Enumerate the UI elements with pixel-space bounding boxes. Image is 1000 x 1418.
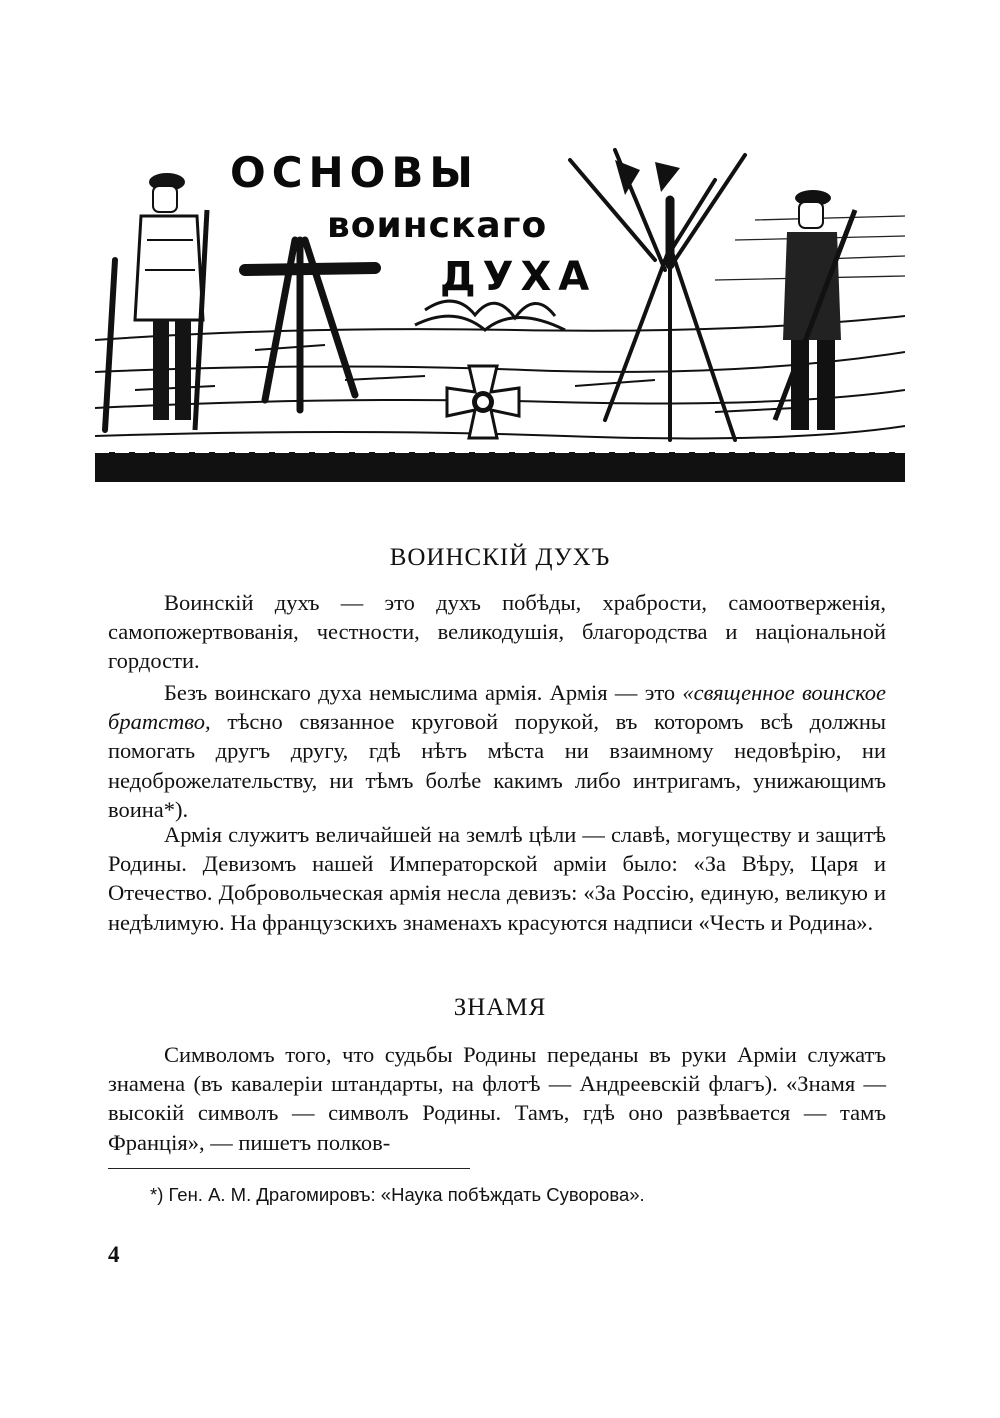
title-illustration [95,140,905,482]
paragraph-3 [108,820,886,937]
paragraph-1-text: Воинскій духъ — это духъ побѣды, храбрости, самоотверженія, самопожертвованія, честности, великодушія, благородства и національной гордости. [108,590,886,674]
paragraph-3-text: Армія служитъ величайшей на землѣ цѣли — славѣ, могуществу и защитѣ Родины. Девизомъ нашей Императорской арміи было: «За Вѣру, Царя и Отечество. Добровольческая армія несла девизъ: «За Россію, единую, великую и недѣлимую. На французскихъ знаменахъ красуются надписи «Честь и Родина». [108,822,886,935]
paragraph-2-after: тѣсно связанное круговой порукой, въ которомъ всѣ должны помогать другъ другу, гдѣ нѣтъ мѣста ни взаимному недовѣрію, ни недоброжелательству, ни тѣмъ болѣе какимъ либо интригамъ, унижающимъ воина*). [108,709,886,822]
section-heading-voinskiy-dukh: ВОИНСКІЙ ДУХЪ [389,544,611,571]
footnote: *) Ген. А. М. Драгомировъ: «Наука побѣждать Суворова». [150,1184,645,1205]
banner-title-voinskago: воинскаго [327,205,548,246]
page-number: 4 [108,1242,120,1267]
paragraph-2-text [108,678,886,824]
paragraph-4-text: Символомъ того, что судьбы Родины переданы въ руки Арміи служатъ знамена (въ кавалеріи штандарты, на флотѣ — Андреевскій флагъ). «Знамя — высокій символъ — символъ Родины. Тамъ, гдѣ оно развѣвается — тамъ Франція», — пишетъ полков- [108,1042,886,1155]
st-george-cross-icon [447,366,519,438]
left-soldier-figure [135,173,207,430]
banner-title-osnovy: ОСНОВЫ [230,148,479,197]
paragraph-1 [108,588,886,676]
paragraph-2-before: Безъ воинскаго духа немыслима армія. Армія — это [164,680,683,705]
paragraph-4 [108,1040,886,1157]
section-heading-znamya: ЗНАМЯ [453,994,547,1021]
paragraph-2 [108,678,886,824]
soldiers-and-cross-drawing [95,140,905,482]
right-soldier-figure [775,190,855,430]
footnote-divider [108,1168,470,1169]
banner-title-dukha: ДУХА [440,254,597,300]
paragraph-2-italic: «священное воинское братство, [108,680,886,735]
